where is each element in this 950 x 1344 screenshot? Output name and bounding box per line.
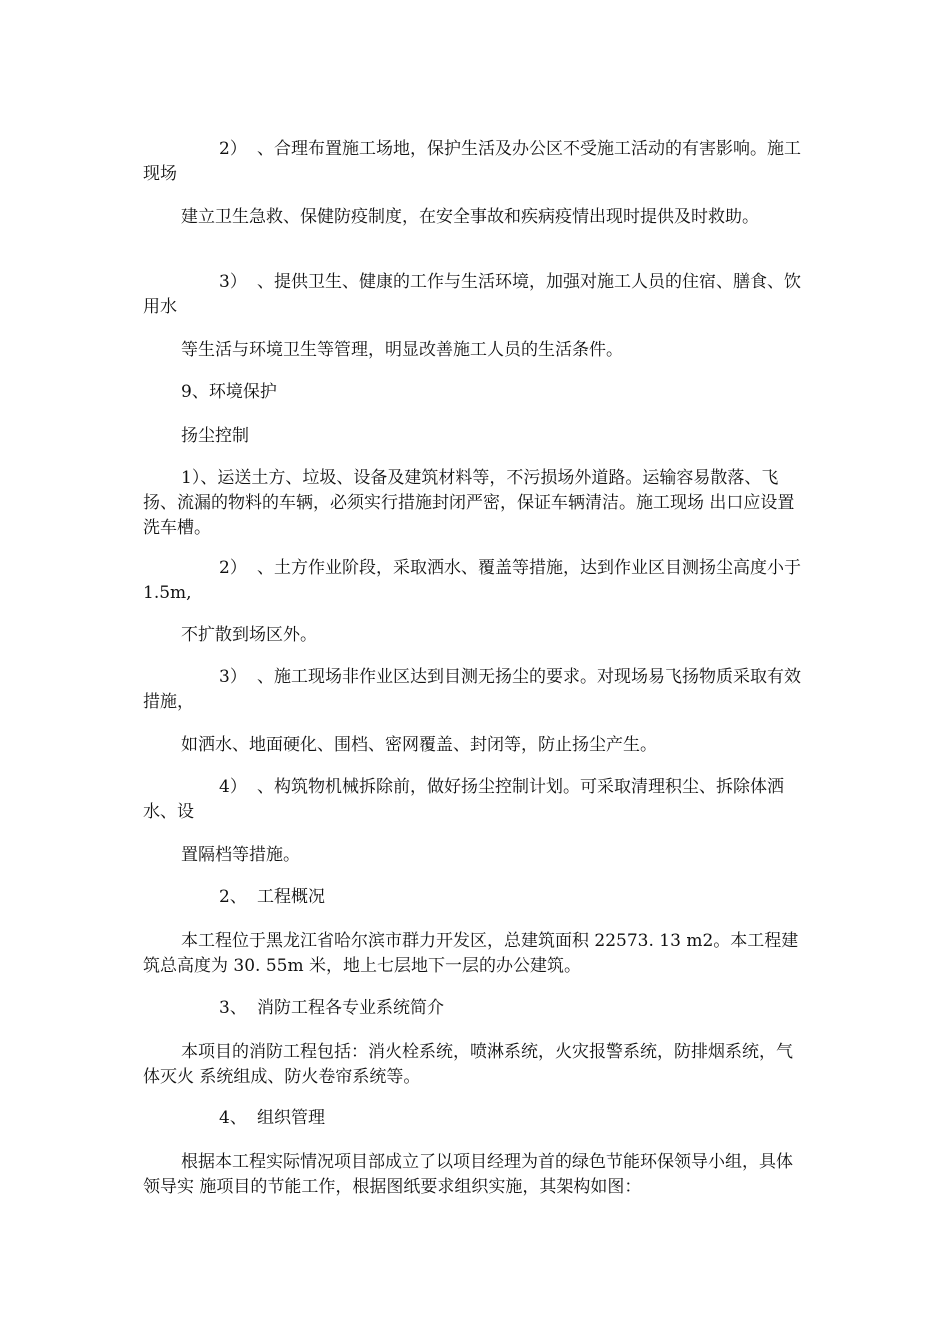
paragraph-barriers bbox=[143, 843, 807, 868]
paragraph-hygiene-site-layout bbox=[143, 137, 807, 187]
paragraph-leadership-group bbox=[143, 1150, 807, 1200]
paragraph-measures bbox=[143, 733, 807, 758]
item-number: 3） bbox=[219, 667, 247, 687]
item-number: 2） bbox=[219, 558, 247, 578]
paragraph-fire-systems bbox=[143, 1040, 807, 1090]
paragraph-text: 如洒水、地面硬化、围档、密网覆盖、封闭等，防止扬尘产生。 bbox=[181, 735, 657, 755]
section-number: 3、 bbox=[219, 998, 247, 1018]
paragraph-text: 、提供卫生、健康的工作与生活环境，加强对施工人员的住宿、膳食、饮用水 bbox=[143, 272, 801, 317]
item-number: 2） bbox=[219, 139, 247, 159]
paragraph-text: 本项目的消防工程包括：消火栓系统，喷淋系统，火灾报警系统，防排烟系统，气体灭火 系统组成、防火卷帘系统等。 bbox=[143, 1042, 793, 1087]
subheading-dust-control bbox=[143, 424, 807, 449]
paragraph-transport bbox=[143, 466, 807, 541]
section-number: 2、 bbox=[219, 887, 247, 907]
paragraph-text: 根据本工程实际情况项目部成立了以项目经理为首的绿色节能环保领导小组，具体领导实 施项目的节能工作，根据图纸要求组织实施，其架构如图： bbox=[143, 1152, 793, 1197]
paragraph-text: 、施工现场非作业区达到目测无扬尘的要求。对现场易飞扬物质采取有效措施， bbox=[143, 667, 801, 712]
paragraph-text: 置隔档等措施。 bbox=[181, 845, 300, 865]
paragraph-text: 消防工程各专业系统简介 bbox=[257, 998, 444, 1018]
item-number: 4） bbox=[219, 777, 247, 797]
paragraph-text: 、合理布置施工场地，保护生活及办公区不受施工活动的有害影响。施工现场 bbox=[143, 139, 801, 184]
paragraph-text: 、构筑物机械拆除前，做好扬尘控制计划。可采取清理积尘、拆除体洒水、设 bbox=[143, 777, 784, 822]
paragraph-text: 9、环境保护 bbox=[181, 382, 277, 402]
section-heading-overview bbox=[143, 885, 807, 910]
paragraph-text: 组织管理 bbox=[257, 1108, 325, 1128]
paragraph-work-environment bbox=[143, 270, 807, 320]
paragraph-text: 工程概况 bbox=[257, 887, 325, 907]
paragraph-text: 、土方作业阶段，采取洒水、覆盖等措施，达到作业区目测扬尘高度小于 1.5m, bbox=[143, 558, 801, 603]
paragraph-text: 建立卫生急救、保健防疫制度，在安全事故和疾病疫情出现时提供及时救助。 bbox=[181, 207, 759, 227]
paragraph-no-spread bbox=[143, 623, 807, 648]
paragraph-living-conditions bbox=[143, 338, 807, 363]
paragraph-text: 本工程位于黑龙江省哈尔滨市群力开发区，总建筑面积 22573. 13 m2。本工程建筑总高度为 30. 55m 米，地上七层地下一层的办公建筑。 bbox=[143, 931, 799, 976]
paragraph-text: 扬尘控制 bbox=[181, 426, 249, 446]
paragraph-first-aid bbox=[143, 205, 807, 230]
paragraph-demolition bbox=[143, 775, 807, 825]
paragraph-text: 等生活与环境卫生等管理，明显改善施工人员的生活条件。 bbox=[181, 340, 623, 360]
section-heading-fire-systems bbox=[143, 996, 807, 1021]
paragraph-earthwork bbox=[143, 556, 807, 606]
paragraph-text: 不扩散到场区外。 bbox=[181, 625, 317, 645]
item-number: 3） bbox=[219, 272, 247, 292]
section-heading-organization bbox=[143, 1106, 807, 1131]
paragraph-text: 1）、运送土方、垃圾、设备及建筑材料等，不污损场外道路。运输容易散落、飞 扬、流漏的物料的车辆，必须实行措施封闭严密，保证车辆清洁。施工现场 出口应设置洗车槽。 bbox=[143, 468, 795, 538]
section-number: 4、 bbox=[219, 1108, 247, 1128]
section-heading-environment bbox=[143, 380, 807, 405]
paragraph-project-location bbox=[143, 929, 807, 979]
paragraph-non-work-area bbox=[143, 665, 807, 715]
